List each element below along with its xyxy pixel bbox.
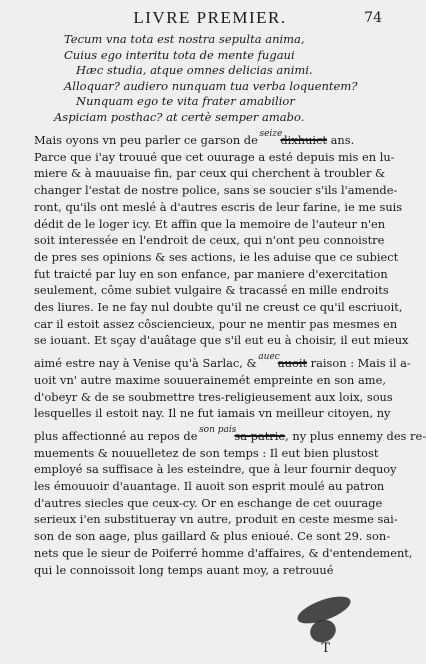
struck-word: dixhuict [280,133,328,147]
prose-line: serieux i'en substitueray vn autre, produit en ceste mesme sai- [34,512,398,527]
prose-line: muements & nouuelletez de son temps : Il eut bien plustost [34,445,379,460]
verse-line: Aspiciam posthac? at certè semper amabo. [54,109,305,124]
prose-body [34,126,426,578]
prose-line: Parce que i'ay trouué que cet ouurage a esté depuis mis en lu- [34,149,395,164]
prose-line [34,422,426,445]
prose-text: Mais oyons vn peu parler ce garson de [34,133,262,147]
prose-text: aimé estre nay à Venise qu'à Sarlac, & [34,356,261,371]
prose-text: plus affectionné au repos de [34,428,202,443]
running-head [34,8,386,30]
prose-line: uoit vn' autre maxime souuerainemét empreinte en son ame, [34,372,386,387]
prose-line: dédit de le loger icy. Et affin que la memoire de l'auteur n'en [34,216,386,231]
prose-line: d'autres siecles que ceux-cy. Or en eschange de cet ouurage [34,495,383,510]
prose-line: soit interessée en l'endroit de ceux, qui n'ont peu connoistre [34,233,385,248]
prose-line: fut traicté par luy en son enfance, par maniere d'exercitation [34,266,388,281]
prose-text: raison : Mais il a- [307,356,411,371]
verse-line: Hæc studia, atque omnes delicias animi. [76,63,313,77]
prose-line: qui le connoissoit long temps auant moy, a retrouué [34,562,334,577]
page-number: 74 [364,10,382,26]
struck-word: sa patrie [234,428,286,443]
verse-line: Tecum vna tota est nostra sepulta anima, [64,32,305,46]
running-title: LIVRE PREMIER. [133,8,287,27]
prose-line: les émouuoir d'auantage. Il auoit son esprit moulé au patron [34,479,385,494]
prose-line: lesquelles il estoit nay. Il ne fut iamais vn meilleur citoyen, ny [34,406,391,421]
prose-line: ront, qu'ils ont meslé à d'autres escris de leur farine, ie me suis [34,199,403,214]
verse-line: Alloquar? audiero nunquam tua verba loquentem? [64,78,358,93]
prose-line: car il estoit assez côsciencieux, pour ne mentir pas mesmes en [34,316,398,331]
prose-line: des liures. Ie ne fay nul doubte qu'il ne creust ce qu'il escriuoit, [34,300,403,315]
prose-text: , ny plus ennemy des re- [285,428,426,443]
handwritten-insert: auec [258,352,280,363]
prose-line: son de son aage, plus gaillard & plus enioué. Ce sont 29. son- [34,529,391,544]
prose-text: ans. [327,133,355,147]
handwritten-insert: seize [259,129,283,139]
prose-line [34,349,411,372]
prose-line: seulement, côme subiet vulgaire & tracassé en mille endroits [34,283,389,298]
prose-line [34,126,386,149]
latin-verse [54,32,386,125]
prose-line: se iouant. Et sçay d'auâtage que s'il eut eu à choisir, il eut mieux [34,333,409,348]
prose-line: d'obeyr & de se soubmettre tres-religieusement aux loix, sous [34,389,393,404]
verse-line: Nunquam ego te vita frater amabilior [76,94,295,108]
handwritten-insert: son pais [199,424,237,435]
prose-line: miere & à mauuaise fin, par ceux qui cherchent à troubler & [34,166,386,181]
prose-line: nets que le sieur de Poiferré homme d'affaires, & d'entendement, [34,545,413,560]
catchword: T [321,641,330,656]
prose-line: de pres ses opinions & ses actions, ie les aduise que ce subiect [34,249,399,264]
verse-line: Cuius ego interitu tota de mente fugaui [64,47,295,62]
prose-line: employé sa suffisace à les esteindre, que à leur fournir dequoy [34,462,397,477]
prose-line: changer l'estat de nostre police, sans se soucier s'ils l'amende- [34,183,398,198]
struck-word: auoit [277,356,308,371]
